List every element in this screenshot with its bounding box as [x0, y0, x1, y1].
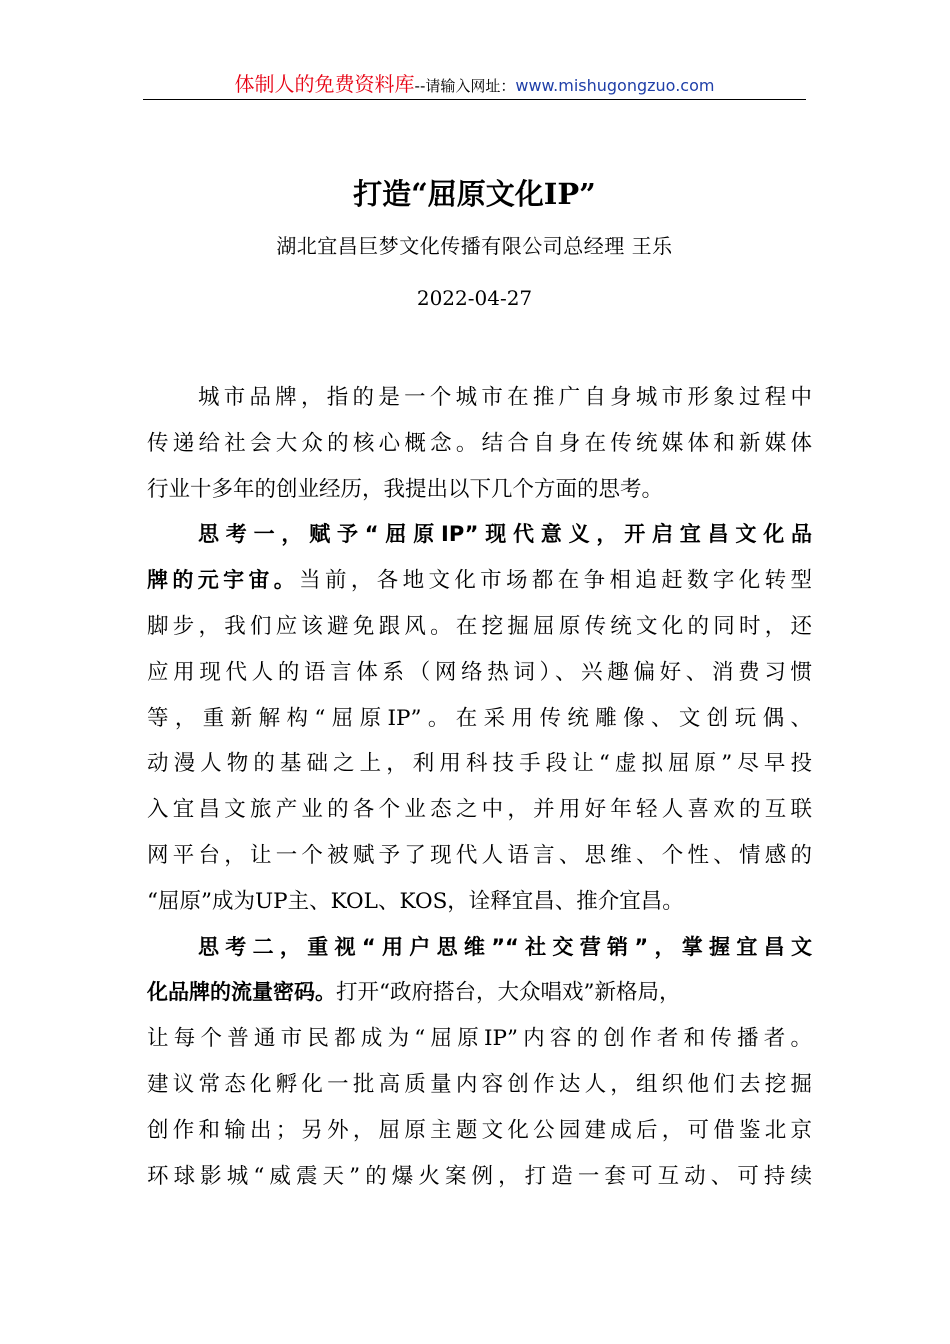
paragraph-line: 网平台，让一个被赋予了现代人语言、思维、个性、情感的	[147, 842, 812, 868]
paragraph-line: 创作和输出；另外，屈原主题文化公园建成后，可借鉴北京	[147, 1117, 812, 1143]
section-heading-line	[147, 925, 812, 971]
paragraph-line: 应用现代人的语言体系（网络热词）、兴趣偏好、消费习惯	[147, 659, 812, 685]
paragraph-line: 等，重新解构“屈原IP”。在采用传统雕像、文创玩偶、	[147, 705, 812, 731]
article-body	[147, 375, 812, 1199]
paragraph-line: “屈原”成为UP主、KOL、KOS，诠释宜昌、推介宜昌。	[147, 888, 684, 914]
site-url-link[interactable]: www.mishugongzuo.com	[515, 76, 715, 95]
article-title: 打造“屈原文化IP”	[353, 177, 596, 211]
paragraph-line	[147, 558, 812, 604]
paragraph-line: 行业十多年的创业经历，我提出以下几个方面的思考。	[147, 476, 664, 502]
section-heading-two-end: 化品牌的流量密码。	[147, 980, 336, 1005]
article-date: 2022-04-27	[416, 286, 533, 310]
paragraph-line: 环球影城“威震天”的爆火案例，打造一套可互动、可持续	[147, 1163, 812, 1189]
paragraph-line: 城市品牌，指的是一个城市在推广自身城市形象过程中	[198, 385, 812, 410]
paragraph-line: 动漫人物的基础之上，利用科技手段让“虚拟屈原”尽早投	[147, 751, 812, 777]
paragraph-line: 脚步，我们应该避免跟风。在挖掘屈原传统文化的同时，还	[147, 613, 812, 639]
site-brand: 体制人的免费资料库	[234, 72, 415, 96]
url-prompt: --请输入网址：	[414, 77, 516, 95]
paragraph-text: 当前，各地文化市场都在争相追赶数字化转型	[299, 568, 812, 594]
paragraph-text: 打开“政府搭台，大众唱戏”新格局，	[336, 980, 681, 1006]
section-heading-two: 思考二，重视“用户思维”“社交营销”，掌握宜昌文	[198, 934, 812, 959]
paragraph-line: 入宜昌文旅产业的各个业态之中，并用好年轻人喜欢的互联	[147, 797, 812, 823]
paragraph-line: 建议常态化孵化一批高质量内容创作达人，组织他们去挖掘	[147, 1071, 812, 1097]
paragraph-line: 让每个普通市民都成为“屈原IP”内容的创作者和传播者。	[147, 1026, 812, 1052]
header-divider	[143, 99, 806, 100]
paragraph-line	[147, 970, 812, 1016]
section-heading-line	[147, 512, 812, 558]
site-header	[143, 72, 806, 98]
section-heading-one-end: 牌的元宇宙。	[147, 568, 300, 593]
paragraph-line: 传递给社会大众的核心概念。结合自身在传统媒体和新媒体	[147, 430, 812, 456]
section-heading-one: 思考一，赋予“屈原IP”现代意义，开启宜昌文化品	[198, 522, 812, 547]
article-author: 湖北宜昌巨梦文化传播有限公司总经理 王乐	[276, 234, 673, 258]
